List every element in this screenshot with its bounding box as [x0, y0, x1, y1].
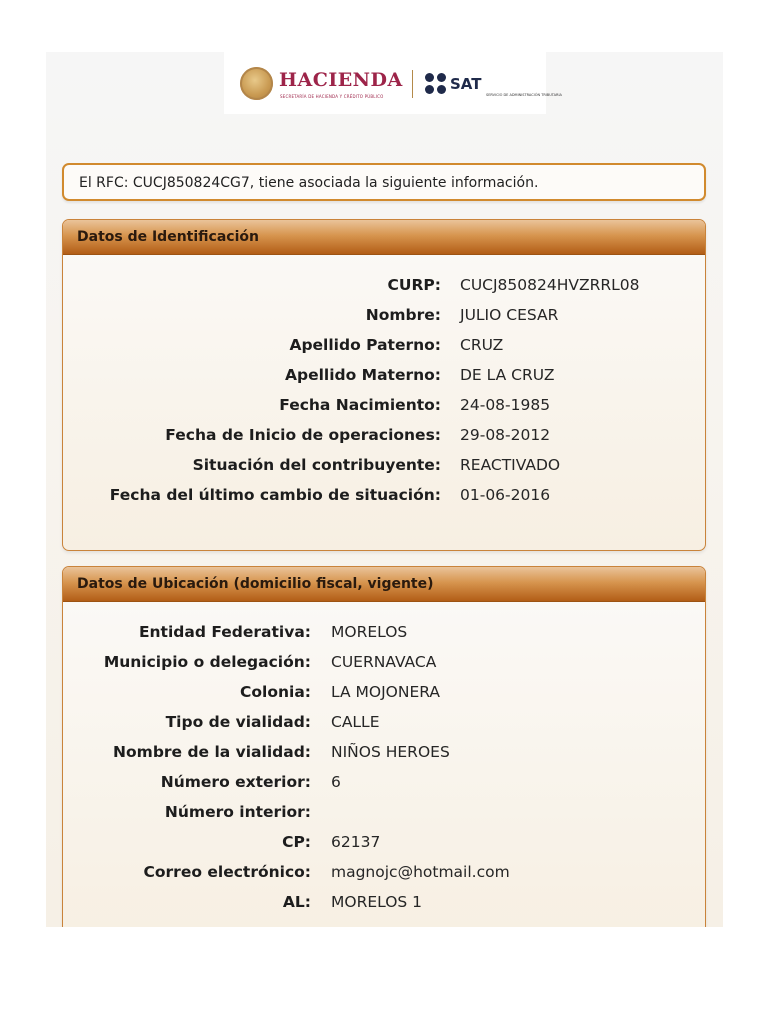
- field-value: 01-06-2016: [460, 486, 551, 504]
- field-value: 24-08-1985: [460, 396, 551, 414]
- identification-section-title: Datos de Identificación: [77, 229, 259, 245]
- info-row: [63, 276, 705, 296]
- sat-dots-icon: [425, 73, 447, 95]
- field-value: JULIO CESAR: [460, 306, 559, 324]
- info-row: [63, 486, 705, 506]
- info-row: [63, 833, 705, 853]
- info-row: [63, 336, 705, 356]
- header-logos: [224, 52, 562, 114]
- sat-logo-text: SAT: [450, 75, 482, 93]
- field-label: Nombre:: [365, 306, 441, 324]
- info-row: [63, 366, 705, 386]
- field-label: CURP:: [387, 276, 441, 294]
- field-value: MORELOS 1: [331, 893, 423, 911]
- rfc-info-box: [62, 163, 706, 201]
- logo-divider: [412, 70, 413, 98]
- hacienda-logo-text: HACIENDA: [279, 69, 403, 91]
- field-label: Fecha del último cambio de situación:: [109, 486, 441, 504]
- field-label: Número interior:: [164, 803, 311, 821]
- field-value: 6: [331, 773, 341, 791]
- field-label: Colonia:: [240, 683, 311, 701]
- field-label: Fecha de Inicio de operaciones:: [165, 426, 441, 444]
- field-label: Fecha Nacimiento:: [279, 396, 441, 414]
- field-label: Número exterior:: [160, 773, 311, 791]
- field-label: Apellido Materno:: [284, 366, 441, 384]
- field-label: Municipio o delegación:: [103, 653, 311, 671]
- info-row: [63, 803, 705, 823]
- field-label: Tipo de vialidad:: [165, 713, 311, 731]
- field-label: CP:: [282, 833, 311, 851]
- info-row: [63, 396, 705, 416]
- field-label: Situación del contribuyente:: [192, 456, 441, 474]
- info-row: [63, 683, 705, 703]
- info-row: [63, 743, 705, 763]
- hacienda-logo-subtitle: SECRETARÍA DE HACIENDA Y CRÉDITO PÚBLICO: [280, 94, 384, 99]
- field-value: REACTIVADO: [460, 456, 561, 474]
- info-row: [63, 773, 705, 793]
- field-label: Nombre de la vialidad:: [113, 743, 311, 761]
- location-section-header: [63, 567, 705, 602]
- identification-section-header: [63, 220, 705, 255]
- field-value: CUERNAVACA: [331, 653, 437, 671]
- field-value: DE LA CRUZ: [460, 366, 555, 384]
- info-row: [63, 713, 705, 733]
- rfc-statement: El RFC: CUCJ850824CG7, tiene asociada la siguiente información.: [79, 175, 539, 191]
- field-label: Apellido Paterno:: [289, 336, 441, 354]
- info-row: [63, 456, 705, 476]
- location-section-title: Datos de Ubicación (domicilio fiscal, vigente): [77, 576, 434, 592]
- field-label: Entidad Federativa:: [138, 623, 311, 641]
- field-value: 29-08-2012: [460, 426, 551, 444]
- field-value: LA MOJONERA: [331, 683, 440, 701]
- info-row: [63, 306, 705, 326]
- sat-logo-subtitle: SERVICIO DE ADMINISTRACIÓN TRIBUTARIA: [486, 93, 562, 97]
- field-value: CRUZ: [460, 336, 504, 354]
- mexico-seal-icon: [240, 67, 273, 100]
- field-value: CUCJ850824HVZRRL08: [460, 276, 640, 294]
- field-value: MORELOS: [331, 623, 408, 641]
- field-label: AL:: [282, 893, 311, 911]
- identification-section: [62, 219, 706, 551]
- field-value: 62137: [331, 833, 381, 851]
- field-value: magnojc@hotmail.com: [331, 863, 510, 881]
- field-value: NIÑOS HEROES: [331, 743, 450, 761]
- field-label: Correo electrónico:: [143, 863, 311, 881]
- document-page: [46, 52, 723, 927]
- location-section: [62, 566, 706, 927]
- info-row: [63, 893, 705, 913]
- field-value: CALLE: [331, 713, 380, 731]
- info-row: [63, 863, 705, 883]
- info-row: [63, 653, 705, 673]
- info-row: [63, 426, 705, 446]
- info-row: [63, 623, 705, 643]
